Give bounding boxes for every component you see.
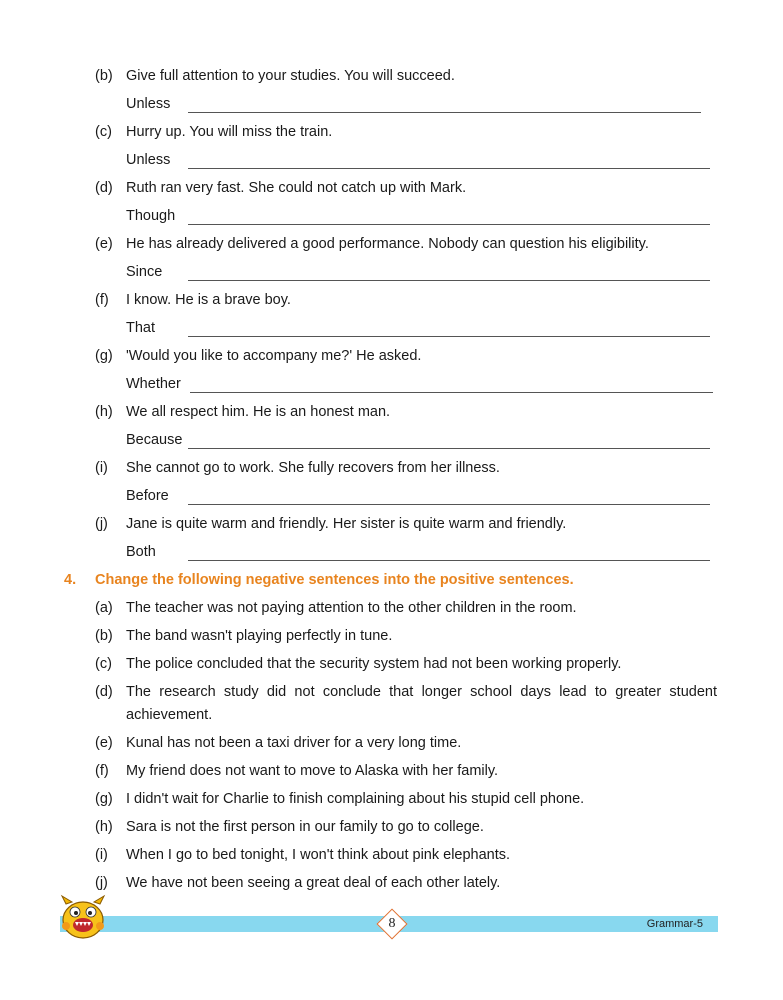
answer-line[interactable] (188, 280, 710, 281)
item-label: (d) (95, 684, 113, 700)
item-sentence: I didn't wait for Charlie to finish complaining about his stupid cell phone. (126, 791, 585, 807)
item-sentence-line2: achievement. (126, 707, 213, 723)
item-label: (f) (95, 292, 109, 308)
answer-row (0, 320, 783, 342)
answer-keyword: That (126, 320, 156, 336)
item-label: (j) (95, 875, 108, 891)
item-sentence: We have not been seeing a great deal of each other lately. (126, 875, 501, 891)
item-label: (c) (95, 656, 112, 672)
exercise-item (0, 180, 783, 202)
list-item (0, 656, 783, 678)
exercise-heading (0, 572, 783, 594)
item-label: (h) (95, 404, 113, 420)
exercise-title: Change the following negative sentences into the positive sentences. (95, 572, 574, 588)
list-item (0, 763, 783, 785)
list-item (0, 819, 783, 841)
item-sentence: I know. He is a brave boy. (126, 292, 291, 308)
exercise-item (0, 124, 783, 146)
list-item (0, 684, 783, 706)
item-label: (f) (95, 763, 109, 779)
item-label: (a) (95, 600, 113, 616)
item-sentence: 'Would you like to accompany me?' He asked. (126, 348, 422, 364)
item-sentence: My friend does not want to move to Alaska with her family. (126, 763, 499, 779)
answer-row (0, 432, 783, 454)
exercise-number: 4. (64, 572, 77, 588)
item-sentence: We all respect him. He is an honest man. (126, 404, 391, 420)
item-label: (g) (95, 348, 113, 364)
cartoon-monster-mascot-icon (58, 894, 108, 942)
exercise-item (0, 516, 783, 538)
item-sentence: When I go to bed tonight, I won't think about pink elephants. (126, 847, 511, 863)
page-number: 8 (388, 916, 396, 931)
item-label: (b) (95, 68, 113, 84)
item-sentence-line1: The research study did not conclude that longer school days lead to greater student (126, 684, 717, 700)
list-item (0, 875, 783, 897)
exercise-item (0, 68, 783, 90)
item-sentence: Give full attention to your studies. You will succeed. (126, 68, 455, 84)
answer-row (0, 376, 783, 398)
item-sentence: She cannot go to work. She fully recovers from her illness. (126, 460, 500, 476)
list-item (0, 847, 783, 869)
list-item (0, 628, 783, 650)
item-label: (e) (95, 735, 113, 751)
answer-line[interactable] (188, 504, 710, 505)
answer-row (0, 264, 783, 286)
book-title: Grammar-5 (646, 918, 703, 930)
item-label: (c) (95, 124, 112, 140)
item-label: (g) (95, 791, 113, 807)
item-label: (b) (95, 628, 113, 644)
exercise-item (0, 236, 783, 258)
item-label: (h) (95, 819, 113, 835)
item-label: (i) (95, 460, 108, 476)
item-sentence: Kunal has not been a taxi driver for a very long time. (126, 735, 462, 751)
answer-row (0, 152, 783, 174)
answer-keyword: Because (126, 432, 183, 448)
item-sentence: Ruth ran very fast. She could not catch up with Mark. (126, 180, 467, 196)
exercise-item (0, 404, 783, 426)
answer-row (0, 96, 783, 118)
answer-row (0, 544, 783, 566)
item-label: (i) (95, 847, 108, 863)
answer-keyword: Unless (126, 96, 171, 112)
exercise-item (0, 460, 783, 482)
list-item-continuation (0, 707, 783, 729)
item-sentence: Jane is quite warm and friendly. Her sister is quite warm and friendly. (126, 516, 567, 532)
answer-keyword: Since (126, 264, 163, 280)
item-label: (d) (95, 180, 113, 196)
answer-line[interactable] (190, 392, 713, 393)
list-item (0, 791, 783, 813)
answer-keyword: Unless (126, 152, 171, 168)
answer-line[interactable] (188, 336, 710, 337)
item-sentence: The police concluded that the security system had not been working properly. (126, 656, 622, 672)
answer-line[interactable] (188, 168, 710, 169)
answer-line[interactable] (188, 224, 710, 225)
answer-line[interactable] (188, 560, 710, 561)
list-item (0, 600, 783, 622)
answer-row (0, 208, 783, 230)
page-number-badge (378, 910, 406, 938)
answer-keyword: Whether (126, 376, 181, 392)
answer-keyword: Though (126, 208, 176, 224)
exercise-item (0, 348, 783, 370)
item-sentence: The teacher was not paying attention to the other children in the room. (126, 600, 577, 616)
item-sentence: He has already delivered a good performance. Nobody can question his eligibility. (126, 236, 649, 252)
list-item (0, 735, 783, 757)
item-sentence: Sara is not the first person in our family to go to college. (126, 819, 484, 835)
answer-line[interactable] (188, 112, 701, 113)
answer-keyword: Before (126, 488, 169, 504)
exercise-item (0, 292, 783, 314)
answer-keyword: Both (126, 544, 156, 560)
item-sentence: The band wasn't playing perfectly in tune. (126, 628, 393, 644)
answer-line[interactable] (188, 448, 710, 449)
answer-row (0, 488, 783, 510)
item-label: (e) (95, 236, 113, 252)
item-sentence: Hurry up. You will miss the train. (126, 124, 333, 140)
item-label: (j) (95, 516, 108, 532)
